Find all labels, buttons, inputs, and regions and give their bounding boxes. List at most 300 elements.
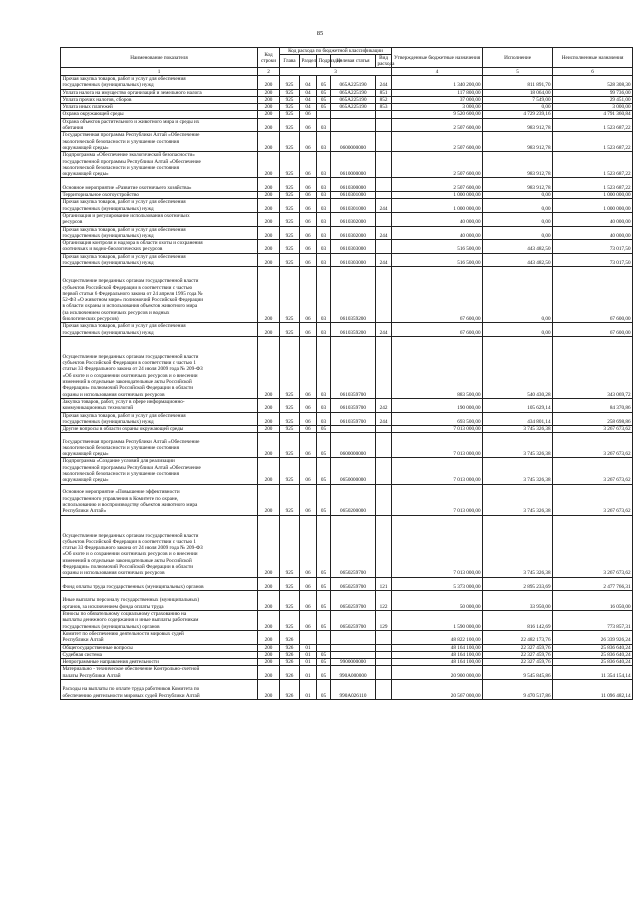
row-admin: 925 — [280, 253, 300, 267]
row-admin: 925 — [280, 426, 300, 433]
row-subsection: 05 — [317, 680, 331, 700]
row-name: Фонд оплаты труда государственных (муниципальных) органов — [61, 577, 258, 591]
row-subsection: 03 — [317, 132, 331, 152]
row-section — [300, 630, 317, 644]
row-executed: 434 801,14 — [483, 412, 553, 426]
row-subsection: 03 — [317, 152, 331, 178]
row-executed: 22 482 173,76 — [483, 630, 553, 644]
row-approved: 7 013 000,00 — [392, 515, 483, 577]
row-admin: 925 — [280, 611, 300, 631]
row-target — [331, 630, 376, 644]
header-approved: Утвержденные бюджетные назначения — [392, 48, 483, 68]
row-exp-type: 121 — [376, 577, 392, 591]
row-approved: 2 507 600,00 — [392, 132, 483, 152]
row-section: 01 — [300, 666, 317, 680]
row-admin: 925 — [280, 132, 300, 152]
row-exp-type — [376, 118, 392, 132]
row-target: 0610359200 — [331, 267, 376, 323]
row-subsection: 05 — [317, 666, 331, 680]
row-subsection: 05 — [317, 96, 331, 103]
row-exp-type — [376, 433, 392, 458]
row-admin: 925 — [280, 89, 300, 96]
row-exp-type: 244 — [376, 199, 392, 213]
index-cell: 2 — [258, 68, 280, 76]
row-unexecuted: 1 523 687,22 — [553, 152, 633, 178]
row-executed: 3 745 326,38 — [483, 484, 553, 515]
row-admin: 925 — [280, 96, 300, 103]
row-section: 06 — [300, 192, 317, 199]
row-unexecuted: 84 370,86 — [553, 398, 633, 412]
row-executed: 3 745 326,38 — [483, 458, 553, 484]
table-row — [61, 577, 633, 591]
row-name: Государственная программа Республики Алтай «Обеспечение экологической безопасности и улучшение состояния окружающей среды» — [61, 132, 258, 152]
row-admin: 925 — [280, 412, 300, 426]
row-subsection: 03 — [317, 118, 331, 132]
row-target: 0610359700 — [331, 412, 376, 426]
row-target: 0650259700 — [331, 611, 376, 631]
row-target: 0650000000 — [331, 458, 376, 484]
page-number: 85 — [316, 30, 324, 37]
row-name: Организация контроля и надзора в области охоты и сохранения охотничьих и водно-биологических ресурсов — [61, 240, 258, 254]
row-exp-type — [376, 680, 392, 700]
row-subsection: 05 — [317, 515, 331, 577]
row-admin: 926 — [280, 644, 300, 651]
row-subsection: 03 — [317, 323, 331, 337]
row-unexecuted: 67 600,00 — [553, 323, 633, 337]
row-executed: 0,00 — [483, 212, 553, 226]
row-executed: 443 482,50 — [483, 240, 553, 254]
row-line-code: 200 — [258, 591, 280, 611]
row-exp-type: 244 — [376, 323, 392, 337]
row-target: 0600000000 — [331, 433, 376, 458]
row-subsection: 03 — [317, 398, 331, 412]
row-approved: 1 340 200,00 — [392, 76, 483, 90]
row-subsection: 05 — [317, 426, 331, 433]
row-line-code: 200 — [258, 680, 280, 700]
header-target: Целевая статья — [331, 55, 376, 68]
row-line-code: 200 — [258, 96, 280, 103]
row-section: 06 — [300, 611, 317, 631]
table-row — [61, 651, 633, 658]
row-line-code: 200 — [258, 192, 280, 199]
row-approved: 190 000,00 — [392, 398, 483, 412]
row-unexecuted: 26 339 926,24 — [553, 630, 633, 644]
row-line-code: 200 — [258, 240, 280, 254]
row-name: Осуществление переданных органам государственной власти субъектов Российской Федерации в соответствии с частью 1 статьи 33 Федерального закона от 24 июля 2009 года № 209-ФЗ «Об охоте и о сохранении охотничьих ресурсов и о внесении изменений в отдельные законодательные акты Российской Федерации» полномочий Российской Федерации в области охраны и использования охотничьих ресурсов — [61, 515, 258, 577]
row-unexecuted: 773 857,31 — [553, 611, 633, 631]
row-admin: 925 — [280, 433, 300, 458]
table-row — [61, 398, 633, 412]
table-row — [61, 111, 633, 118]
row-exp-type — [376, 484, 392, 515]
row-unexecuted: 3 267 673,62 — [553, 433, 633, 458]
row-exp-type: 129 — [376, 611, 392, 631]
row-name: Охрана объектов растительного и животного мира и среды их обитания — [61, 118, 258, 132]
row-target: 990А026110 — [331, 680, 376, 700]
row-target: 0610302000 — [331, 212, 376, 226]
row-admin: 925 — [280, 226, 300, 240]
table-row — [61, 659, 633, 666]
row-approved: 1 590 000,00 — [392, 611, 483, 631]
row-exp-type: 244 — [376, 412, 392, 426]
row-admin: 925 — [280, 323, 300, 337]
row-target: 065А225190 — [331, 96, 376, 103]
row-exp-type — [376, 192, 392, 199]
row-exp-type — [376, 178, 392, 192]
row-section: 06 — [300, 212, 317, 226]
table-row — [61, 253, 633, 267]
row-line-code: 200 — [258, 104, 280, 111]
row-target — [331, 651, 376, 658]
row-subsection: 03 — [317, 253, 331, 267]
row-executed: 983 912,78 — [483, 118, 553, 132]
row-approved: 7 013 000,00 — [392, 433, 483, 458]
row-section: 04 — [300, 89, 317, 96]
header-section: Раздел — [300, 55, 317, 68]
table-row — [61, 680, 633, 700]
header-budget-classification: Код расхода по бюджетной классификации — [280, 48, 392, 55]
row-approved: 1 000 000,00 — [392, 192, 483, 199]
row-line-code: 200 — [258, 118, 280, 132]
row-section: 06 — [300, 111, 317, 118]
row-name: Уплата иных платежей — [61, 104, 258, 111]
row-unexecuted: 1 000 000,00 — [553, 192, 633, 199]
row-unexecuted: 3 267 673,62 — [553, 458, 633, 484]
row-name: Прочая закупка товаров, работ и услуг для обеспечения государственных (муниципальных) нужд — [61, 323, 258, 337]
row-target: 0650259700 — [331, 577, 376, 591]
row-name: Подпрограмма «Обеспечение экологической безопасности» государственной программы Республики Алтай «Обеспечение экологической безопасности и улучшение состояния окружающей среды» — [61, 152, 258, 178]
row-section: 06 — [300, 591, 317, 611]
row-subsection: 05 — [317, 577, 331, 591]
row-unexecuted: 25 836 640,24 — [553, 651, 633, 658]
row-executed: 18 064,00 — [483, 89, 553, 96]
row-exp-type: 242 — [376, 398, 392, 412]
row-line-code: 200 — [258, 484, 280, 515]
row-target: 0610302000 — [331, 226, 376, 240]
row-line-code: 200 — [258, 651, 280, 658]
row-approved: 9 520 600,00 — [392, 111, 483, 118]
row-target: 0610000000 — [331, 152, 376, 178]
row-line-code: 200 — [258, 611, 280, 631]
row-unexecuted: 343 069,72 — [553, 336, 633, 398]
table-row — [61, 199, 633, 213]
row-section: 06 — [300, 253, 317, 267]
row-section: 04 — [300, 96, 317, 103]
row-approved: 40 000,00 — [392, 212, 483, 226]
row-subsection — [317, 644, 331, 651]
row-admin: 925 — [280, 104, 300, 111]
table-row — [61, 132, 633, 152]
table-row — [61, 630, 633, 644]
row-subsection: 03 — [317, 267, 331, 323]
row-approved: 50 000,00 — [392, 591, 483, 611]
row-line-code: 200 — [258, 76, 280, 90]
row-section: 06 — [300, 267, 317, 323]
row-section: 06 — [300, 336, 317, 398]
row-target: 0650200000 — [331, 484, 376, 515]
row-target: 0610303000 — [331, 240, 376, 254]
row-exp-type — [376, 666, 392, 680]
row-unexecuted: 3 267 673,62 — [553, 484, 633, 515]
table-row — [61, 192, 633, 199]
table-row — [61, 104, 633, 111]
row-target — [331, 118, 376, 132]
table-row — [61, 433, 633, 458]
row-admin: 925 — [280, 577, 300, 591]
row-executed: 22 327 459,76 — [483, 651, 553, 658]
index-cell: 1 — [61, 68, 258, 76]
row-subsection: 05 — [317, 591, 331, 611]
table-row — [61, 226, 633, 240]
row-approved: 48 164 100,00 — [392, 651, 483, 658]
row-approved: 2 507 600,00 — [392, 152, 483, 178]
row-name: Государственная программа Республики Алтай «Обеспечение экологической безопасности и улучшение состояния окружающей среды» — [61, 433, 258, 458]
row-section: 06 — [300, 152, 317, 178]
row-name: Осуществление переданных органам государственной власти субъектов Российской Федерации в соответствии с частью 1 статьи 33 Федерального закона от 24 июля 2009 года № 209-ФЗ «Об охоте и о сохранении охотничьих ресурсов и о внесении изменений в отдельные законодательные акты Российской Федерации» полномочий Российской Федерации в области охраны и использования охотничьих ресурсов — [61, 336, 258, 398]
row-subsection: 05 — [317, 89, 331, 96]
row-name: Организация и регулирование использования охотничьих ресурсов — [61, 212, 258, 226]
row-unexecuted: 11 096 482,14 — [553, 680, 633, 700]
row-section: 06 — [300, 426, 317, 433]
row-exp-type — [376, 212, 392, 226]
row-name: Прочая закупка товаров, работ и услуг для обеспечения государственных (муниципальных) нужд — [61, 253, 258, 267]
table-row — [61, 240, 633, 254]
row-admin: 925 — [280, 192, 300, 199]
row-target — [331, 644, 376, 651]
row-target — [331, 426, 376, 433]
row-section: 06 — [300, 178, 317, 192]
row-name: Комитет по обеспечению деятельности мировых судей Республики Алтай — [61, 630, 258, 644]
row-approved: 516 500,00 — [392, 253, 483, 267]
row-target: 0610301000 — [331, 192, 376, 199]
row-approved: 48 822 100,00 — [392, 630, 483, 644]
row-unexecuted: 40 000,00 — [553, 226, 633, 240]
row-name: Охрана окружающей среды — [61, 111, 258, 118]
row-line-code: 200 — [258, 323, 280, 337]
row-name: Закупка товаров, работ, услуг в сфере информационно- коммуникационных технологий — [61, 398, 258, 412]
table-row — [61, 76, 633, 90]
row-executed: 3 745 326,38 — [483, 433, 553, 458]
row-name: Общегосударственные вопросы — [61, 644, 258, 651]
row-name: Взносы по обязательному социальному страхованию на выплаты денежного содержания и иные выплаты работникам государственных (муниципальных) органов — [61, 611, 258, 631]
row-section: 06 — [300, 484, 317, 515]
row-executed: 983 912,78 — [483, 178, 553, 192]
row-line-code: 200 — [258, 659, 280, 666]
row-name: Прочая закупка товаров, работ и услуг для обеспечения государственных (муниципальных) нужд — [61, 412, 258, 426]
row-admin: 925 — [280, 484, 300, 515]
row-name: Подпрограмма «Создание условий для реализации государственной программы Республики Алтай «Обеспечение экологической безопасности и улучшение состояния окружающей среды» — [61, 458, 258, 484]
row-subsection: 05 — [317, 651, 331, 658]
row-admin: 926 — [280, 630, 300, 644]
row-executed: 0,00 — [483, 323, 553, 337]
row-target: 0600000000 — [331, 132, 376, 152]
row-approved: 7 013 000,00 — [392, 484, 483, 515]
row-target: 065А225190 — [331, 104, 376, 111]
row-subsection — [317, 630, 331, 644]
header-executed: Исполнение — [483, 48, 553, 68]
row-admin: 926 — [280, 659, 300, 666]
table-row — [61, 336, 633, 398]
row-section: 06 — [300, 433, 317, 458]
expenditure-table — [60, 47, 633, 700]
row-approved: 7 013 000,00 — [392, 458, 483, 484]
header-name: Наименование показателя — [61, 48, 258, 68]
row-line-code: 200 — [258, 630, 280, 644]
row-line-code: 200 — [258, 433, 280, 458]
row-target — [331, 111, 376, 118]
row-section: 01 — [300, 644, 317, 651]
row-name: Материально - техническое обеспечение Контрольно-счетной палаты Республики Алтай — [61, 666, 258, 680]
row-subsection: 05 — [317, 659, 331, 666]
row-unexecuted: 67 600,00 — [553, 267, 633, 323]
row-subsection: 05 — [317, 484, 331, 515]
table-row — [61, 412, 633, 426]
row-target: 0610359200 — [331, 323, 376, 337]
row-executed: 983 912,78 — [483, 152, 553, 178]
row-target: 0610301000 — [331, 199, 376, 213]
row-exp-type — [376, 659, 392, 666]
row-exp-type — [376, 644, 392, 651]
row-subsection: 03 — [317, 212, 331, 226]
row-unexecuted: 2 477 766,31 — [553, 577, 633, 591]
row-subsection: 05 — [317, 76, 331, 90]
row-section: 01 — [300, 651, 317, 658]
table-row — [61, 426, 633, 433]
row-section: 01 — [300, 680, 317, 700]
row-admin: 926 — [280, 666, 300, 680]
row-line-code: 200 — [258, 212, 280, 226]
row-executed: 816 142,69 — [483, 611, 553, 631]
row-unexecuted: 1 523 687,22 — [553, 118, 633, 132]
row-subsection: 05 — [317, 611, 331, 631]
row-subsection: 03 — [317, 199, 331, 213]
row-exp-type — [376, 111, 392, 118]
row-section: 01 — [300, 659, 317, 666]
row-unexecuted: 73 017,50 — [553, 240, 633, 254]
row-unexecuted: 25 836 640,24 — [553, 659, 633, 666]
row-section: 06 — [300, 132, 317, 152]
row-executed: 3 745 326,38 — [483, 515, 553, 577]
row-section: 04 — [300, 104, 317, 111]
row-subsection: 03 — [317, 192, 331, 199]
row-admin: 925 — [280, 212, 300, 226]
row-admin: 925 — [280, 118, 300, 132]
row-name: Прочая закупка товаров, работ и услуг для обеспечения государственных (муниципальных) нужд — [61, 199, 258, 213]
table-row — [61, 323, 633, 337]
table-row — [61, 89, 633, 96]
table-row — [61, 118, 633, 132]
row-target: 0650259700 — [331, 515, 376, 577]
row-name: Основное мероприятие «Развитие охотничьего хозяйства» — [61, 178, 258, 192]
row-admin: 926 — [280, 680, 300, 700]
row-exp-type — [376, 240, 392, 254]
table-row — [61, 212, 633, 226]
row-approved: 2 507 600,00 — [392, 118, 483, 132]
row-executed: 4 729 239,16 — [483, 111, 553, 118]
header-line-code: Код строки — [258, 48, 280, 68]
row-subsection: 05 — [317, 433, 331, 458]
table-row — [61, 591, 633, 611]
row-name: Иные выплаты персоналу государственных (муниципальных) органов, за исключением фонда оплаты труда — [61, 591, 258, 611]
row-exp-type — [376, 630, 392, 644]
row-section: 06 — [300, 118, 317, 132]
row-unexecuted: 3 267 673,62 — [553, 515, 633, 577]
table-body — [61, 76, 633, 700]
row-line-code: 200 — [258, 515, 280, 577]
row-subsection: 03 — [317, 412, 331, 426]
row-section: 04 — [300, 76, 317, 90]
row-section: 06 — [300, 199, 317, 213]
row-section: 06 — [300, 240, 317, 254]
row-line-code: 200 — [258, 577, 280, 591]
row-exp-type — [376, 336, 392, 398]
row-section: 06 — [300, 226, 317, 240]
row-line-code: 200 — [258, 267, 280, 323]
row-admin: 925 — [280, 458, 300, 484]
row-subsection: 03 — [317, 226, 331, 240]
row-line-code: 200 — [258, 426, 280, 433]
row-unexecuted: 29 451,00 — [553, 96, 633, 103]
row-admin: 925 — [280, 398, 300, 412]
row-subsection: 05 — [317, 458, 331, 484]
row-executed: 811 891,70 — [483, 76, 553, 90]
table-row — [61, 267, 633, 323]
row-executed: 0,00 — [483, 267, 553, 323]
row-executed: 0,00 — [483, 226, 553, 240]
row-name: Осуществление переданных органам государственной власти субъектов Российской Федерации в соответствии с частью первой статьи 6 Федерального закона от 24 апреля 1995 года № 52-ФЗ «О животном мире» полномочий Российской Федерации в области охраны и использования объектов животного мира (за исключением охотничьих ресурсов и водных биологических ресурсов) — [61, 267, 258, 323]
row-line-code: 200 — [258, 398, 280, 412]
row-section: 06 — [300, 398, 317, 412]
row-exp-type: 122 — [376, 591, 392, 611]
row-section: 06 — [300, 515, 317, 577]
row-subsection: 05 — [317, 104, 331, 111]
row-exp-type: 853 — [376, 104, 392, 111]
row-admin: 925 — [280, 76, 300, 90]
row-unexecuted: 528 308,30 — [553, 76, 633, 90]
index-cell: 4 — [392, 68, 483, 76]
table-row — [61, 484, 633, 515]
row-approved: 3 000,00 — [392, 104, 483, 111]
row-name: Прочая закупка товаров, работ и услуг для обеспечения государственных (муниципальных) нужд — [61, 226, 258, 240]
index-cell: 6 — [553, 68, 633, 76]
row-subsection: 03 — [317, 240, 331, 254]
row-exp-type — [376, 458, 392, 484]
row-admin: 925 — [280, 111, 300, 118]
row-unexecuted: 25 836 640,24 — [553, 644, 633, 651]
row-line-code: 200 — [258, 336, 280, 398]
row-unexecuted: 16 050,00 — [553, 591, 633, 611]
row-admin: 925 — [280, 591, 300, 611]
row-line-code: 200 — [258, 458, 280, 484]
row-executed: 9 470 517,86 — [483, 680, 553, 700]
row-name: Непрограммные направления деятельности — [61, 659, 258, 666]
row-line-code: 200 — [258, 178, 280, 192]
row-target: 0610359700 — [331, 336, 376, 398]
row-name: Другие вопросы в области охраны окружающей среды — [61, 426, 258, 433]
header-exp-type: Вид расхода — [377, 55, 395, 67]
row-admin: 925 — [280, 240, 300, 254]
row-approved: 5 373 000,00 — [392, 577, 483, 591]
row-unexecuted: 1 523 687,22 — [553, 132, 633, 152]
row-executed: 0,00 — [483, 192, 553, 199]
column-index-row — [61, 68, 633, 76]
row-exp-type — [376, 426, 392, 433]
row-approved: 516 500,00 — [392, 240, 483, 254]
row-unexecuted: 4 791 360,84 — [553, 111, 633, 118]
row-approved: 48 164 100,00 — [392, 659, 483, 666]
row-executed: 33 950,00 — [483, 591, 553, 611]
row-name: Судебная система — [61, 651, 258, 658]
